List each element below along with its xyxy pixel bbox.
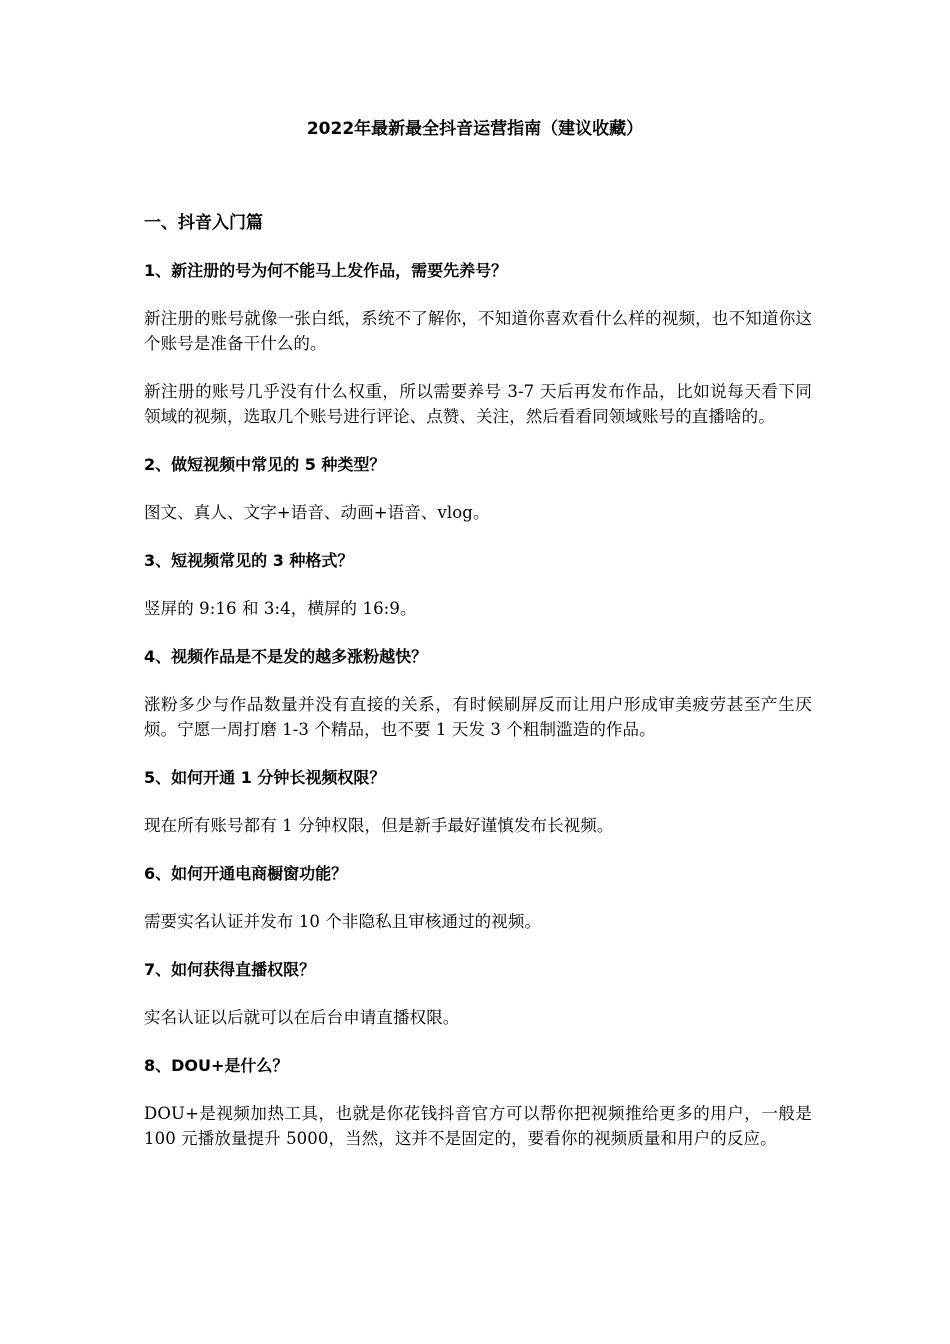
qa-item-4 bbox=[144, 644, 812, 742]
qa-item-6 bbox=[144, 861, 812, 934]
question-heading: 1、新注册的号为何不能马上发作品，需要先养号？ bbox=[144, 261, 508, 280]
question-heading: 7、如何获得直播权限？ bbox=[144, 960, 316, 979]
question-heading: 4、视频作品是不是发的越多涨粉越快？ bbox=[144, 647, 428, 666]
answer-paragraph: 涨粉多少与作品数量并没有直接的关系，有时候刷屏反而让用户形成审美疲劳甚至产生厌烦。宁愿一周打磨 1-3 个精品，也不要 1 天发 3 个粗制滥造的作品。 bbox=[144, 695, 812, 739]
question-heading: 6、如何开通电商橱窗功能？ bbox=[144, 864, 348, 883]
question-heading: 3、短视频常见的 3 种格式？ bbox=[144, 551, 354, 570]
answer-paragraph: 需要实名认证并发布 10 个非隐私且审核通过的视频。 bbox=[144, 912, 542, 931]
answer-paragraph: DOU+是视频加热工具，也就是你花钱抖音官方可以帮你把视频推给更多的用户，一般是 100 元播放量提升 5000，当然，这并不是固定的，要看你的视频质量和用户的反应。 bbox=[144, 1104, 812, 1148]
section-heading: 一、抖音入门篇 bbox=[144, 213, 263, 233]
answer-paragraph: 实名认证以后就可以在后台申请直播权限。 bbox=[144, 1008, 460, 1027]
answer-paragraph: 图文、真人、文字+语音、动画+语音、vlog。 bbox=[144, 503, 490, 522]
question-heading: 5、如何开通 1 分钟长视频权限？ bbox=[144, 768, 386, 787]
qa-item-2 bbox=[144, 452, 812, 525]
answer-paragraph: 竖屏的 9:16 和 3:4，横屏的 16:9。 bbox=[144, 599, 417, 618]
question-heading: 8、DOU+是什么？ bbox=[144, 1056, 289, 1075]
qa-item-1 bbox=[144, 258, 812, 429]
answer-paragraph: 新注册的账号就像一张白纸，系统不了解你，不知道你喜欢看什么样的视频，也不知道你这个账号是准备干什么的。 bbox=[144, 309, 812, 353]
document-body bbox=[144, 210, 812, 1174]
question-heading: 2、做短视频中常见的 5 种类型？ bbox=[144, 455, 386, 474]
document-title: 2022年最新最全抖音运营指南（建议收藏） bbox=[306, 119, 644, 139]
answer-paragraph: 现在所有账号都有 1 分钟权限，但是新手最好谨慎发布长视频。 bbox=[144, 816, 614, 835]
answer-paragraph: 新注册的账号几乎没有什么权重，所以需要养号 3-7 天后再发布作品，比如说每天看下同领域的视频，选取几个账号进行评论、点赞、关注，然后看看同领域账号的直播啥的。 bbox=[144, 382, 812, 426]
qa-item-3 bbox=[144, 548, 812, 621]
qa-item-5 bbox=[144, 765, 812, 838]
qa-item-7 bbox=[144, 957, 812, 1030]
qa-item-8 bbox=[144, 1053, 812, 1151]
